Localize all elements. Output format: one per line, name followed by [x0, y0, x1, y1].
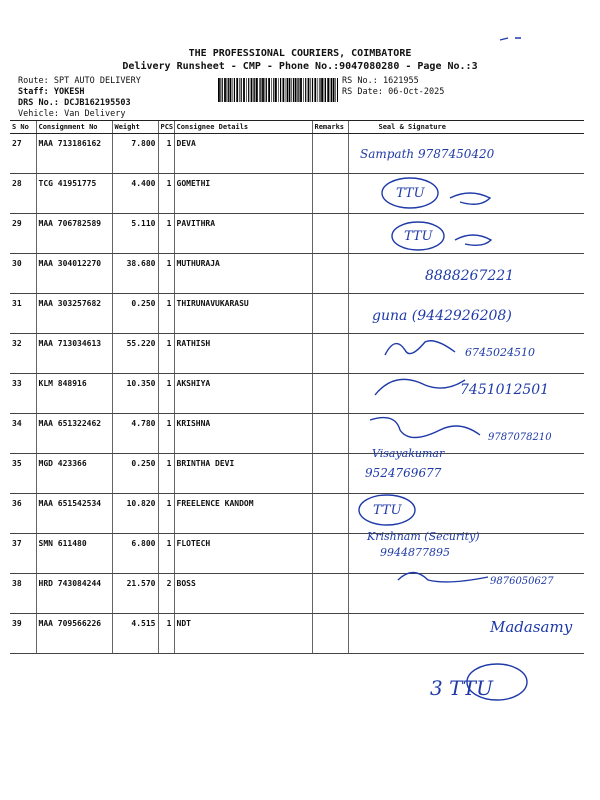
cell-pcs: 1 — [158, 294, 174, 334]
cell-remarks — [312, 294, 348, 334]
cell-weight: 6.800 — [112, 534, 158, 574]
col-weight: Weight — [112, 121, 158, 134]
cell-seal — [348, 454, 584, 494]
cell-consignee: AKSHIYA — [174, 374, 312, 414]
cell-pcs: 1 — [158, 454, 174, 494]
cell-consignment: SMN 611480 — [36, 534, 112, 574]
cell-remarks — [312, 134, 348, 174]
cell-pcs: 1 — [158, 134, 174, 174]
cell-remarks — [312, 214, 348, 254]
table-header-row — [10, 121, 584, 134]
cell-consignment: MAA 713186162 — [36, 134, 112, 174]
cell-remarks — [312, 254, 348, 294]
route-value: SPT AUTO DELIVERY — [53, 76, 141, 86]
cell-seal — [348, 574, 584, 614]
cell-weight: 0.250 — [112, 454, 158, 494]
handwriting-r29: TTU — [404, 229, 433, 244]
cell-weight: 10.350 — [112, 374, 158, 414]
cell-consignment: TCG 41951775 — [36, 174, 112, 214]
cell-consignment: MAA 713034613 — [36, 334, 112, 374]
runsheet-table — [10, 120, 584, 654]
handwriting-r35b: 9524769677 — [365, 466, 442, 480]
cell-sno: 31 — [10, 294, 36, 334]
cell-sno: 27 — [10, 134, 36, 174]
cell-sno: 34 — [10, 414, 36, 454]
table-row — [10, 414, 584, 454]
cell-consignment: MAA 651542534 — [36, 494, 112, 534]
barcode-icon — [218, 78, 338, 102]
cell-seal — [348, 334, 584, 374]
rs-date-value: 06-Oct-2025 — [388, 87, 445, 97]
drs-line: DRS No.: DCJB162195503 — [18, 98, 131, 108]
cell-consignee: FLOTECH — [174, 534, 312, 574]
cell-consignment: MGD 423366 — [36, 454, 112, 494]
ttu-circle — [467, 664, 527, 700]
cell-weight: 10.820 — [112, 494, 158, 534]
handwriting-r35a: Visayakumar — [372, 447, 445, 460]
cell-weight: 5.110 — [112, 214, 158, 254]
table-row — [10, 294, 584, 334]
cell-sno: 28 — [10, 174, 36, 214]
cell-consignee: DEVA — [174, 134, 312, 174]
cell-consignment: MAA 303257682 — [36, 294, 112, 334]
cell-consignment: KLM 848916 — [36, 374, 112, 414]
cell-pcs: 1 — [158, 374, 174, 414]
table-row — [10, 174, 584, 214]
handwriting-r36: TTU — [373, 503, 402, 518]
col-seal: Seal & Signature — [348, 121, 584, 134]
cell-sno: 36 — [10, 494, 36, 534]
cell-seal — [348, 134, 584, 174]
cell-consignee: THIRUNAVUKARASU — [174, 294, 312, 334]
cell-sno: 32 — [10, 334, 36, 374]
cell-weight: 0.250 — [112, 294, 158, 334]
cell-sno: 37 — [10, 534, 36, 574]
handwriting-r37a: Krishnam (Security) — [367, 530, 480, 543]
cell-consignee: FREELENCE KANDOM — [174, 494, 312, 534]
cell-remarks — [312, 174, 348, 214]
table-row — [10, 374, 584, 414]
cell-seal — [348, 254, 584, 294]
handwriting-r37b: 9944877895 — [380, 546, 450, 559]
cell-remarks — [312, 414, 348, 454]
cell-seal — [348, 214, 584, 254]
cell-weight: 55.220 — [112, 334, 158, 374]
cell-consignment: MAA 709566226 — [36, 614, 112, 654]
company-title: THE PROFESSIONAL COURIERS, COIMBATORE — [188, 48, 412, 59]
route-line: Route: SPT AUTO DELIVERY — [18, 76, 141, 86]
table-row — [10, 574, 584, 614]
table-row — [10, 534, 584, 574]
handwriting-r31: guna (9442926208) — [372, 308, 512, 324]
table-row — [10, 454, 584, 494]
vehicle-line: Vehicle: Van Delivery — [18, 109, 126, 119]
rs-no-value: 1621955 — [382, 76, 419, 86]
runsheet-subtitle: Delivery Runsheet - CMP - Phone No.:9047080280 - Page No.:3 — [122, 61, 478, 72]
handwriting-r38: 9876050627 — [490, 576, 554, 587]
cell-sno: 30 — [10, 254, 36, 294]
cell-consignment: MAA 304012270 — [36, 254, 112, 294]
cell-seal — [348, 534, 584, 574]
col-consignee: Consignee Details — [174, 121, 312, 134]
table-row — [10, 134, 584, 174]
cell-pcs: 1 — [158, 214, 174, 254]
drs-value: DCJB162195503 — [64, 98, 131, 108]
cell-sno: 33 — [10, 374, 36, 414]
rs-no-line: RS No.: 1621955 — [342, 76, 419, 86]
cell-pcs: 1 — [158, 414, 174, 454]
cell-consignee: BOSS — [174, 574, 312, 614]
cell-pcs: 1 — [158, 534, 174, 574]
cell-consignee: GOMETHI — [174, 174, 312, 214]
cell-remarks — [312, 614, 348, 654]
cell-seal — [348, 414, 584, 454]
cell-pcs: 1 — [158, 614, 174, 654]
table-row — [10, 254, 584, 294]
cell-seal — [348, 374, 584, 414]
handwriting-r27: Sampath 9787450420 — [360, 147, 495, 161]
cell-consignee: MUTHURAJA — [174, 254, 312, 294]
cell-sno: 38 — [10, 574, 36, 614]
cell-consignee: PAVITHRA — [174, 214, 312, 254]
stray-mark — [500, 38, 521, 40]
cell-remarks — [312, 374, 348, 414]
cell-seal — [348, 294, 584, 334]
cell-remarks — [312, 454, 348, 494]
col-remarks: Remarks — [312, 121, 348, 134]
handwriting-footer: 3 TTU — [430, 676, 493, 700]
cell-pcs: 1 — [158, 334, 174, 374]
table-row — [10, 614, 584, 654]
cell-weight: 21.570 — [112, 574, 158, 614]
cell-weight: 7.800 — [112, 134, 158, 174]
cell-remarks — [312, 334, 348, 374]
cell-consignee: RATHISH — [174, 334, 312, 374]
vehicle-value: Van Delivery — [64, 109, 126, 119]
cell-pcs: 1 — [158, 174, 174, 214]
cell-consignment: MAA 651322462 — [36, 414, 112, 454]
handwriting-r39: Madasamy — [490, 618, 573, 636]
cell-weight: 38.680 — [112, 254, 158, 294]
cell-weight: 4.780 — [112, 414, 158, 454]
handwriting-r30: 8888267221 — [425, 268, 515, 284]
cell-consignment: HRD 743084244 — [36, 574, 112, 614]
cell-weight: 4.515 — [112, 614, 158, 654]
cell-pcs: 1 — [158, 494, 174, 534]
cell-seal — [348, 174, 584, 214]
staff-value: YOKESH — [53, 87, 85, 97]
cell-seal — [348, 614, 584, 654]
cell-consignee: BRINTHA DEVI — [174, 454, 312, 494]
col-pcs: PCS — [158, 121, 174, 134]
cell-consignee: NDT — [174, 614, 312, 654]
cell-pcs: 1 — [158, 254, 174, 294]
col-sno: S No — [10, 121, 36, 134]
rs-date-line: RS Date: 06-Oct-2025 — [342, 87, 445, 97]
table-row — [10, 494, 584, 534]
handwriting-r33: 7451012501 — [460, 382, 550, 398]
cell-sno: 39 — [10, 614, 36, 654]
table-row — [10, 214, 584, 254]
cell-consignee: KRISHNA — [174, 414, 312, 454]
cell-consignment: MAA 706782589 — [36, 214, 112, 254]
staff-line: Staff: YOKESH — [18, 87, 85, 97]
handwriting-r32: 6745024510 — [465, 346, 535, 359]
cell-weight: 4.400 — [112, 174, 158, 214]
cell-remarks — [312, 574, 348, 614]
table-row — [10, 334, 584, 374]
handwriting-r34: 9787078210 — [488, 432, 552, 443]
cell-seal — [348, 494, 584, 534]
handwriting-r28: TTU — [396, 186, 425, 201]
cell-remarks — [312, 494, 348, 534]
cell-sno: 29 — [10, 214, 36, 254]
cell-remarks — [312, 534, 348, 574]
cell-pcs: 2 — [158, 574, 174, 614]
cell-sno: 35 — [10, 454, 36, 494]
col-consignment: Consignment No — [36, 121, 112, 134]
